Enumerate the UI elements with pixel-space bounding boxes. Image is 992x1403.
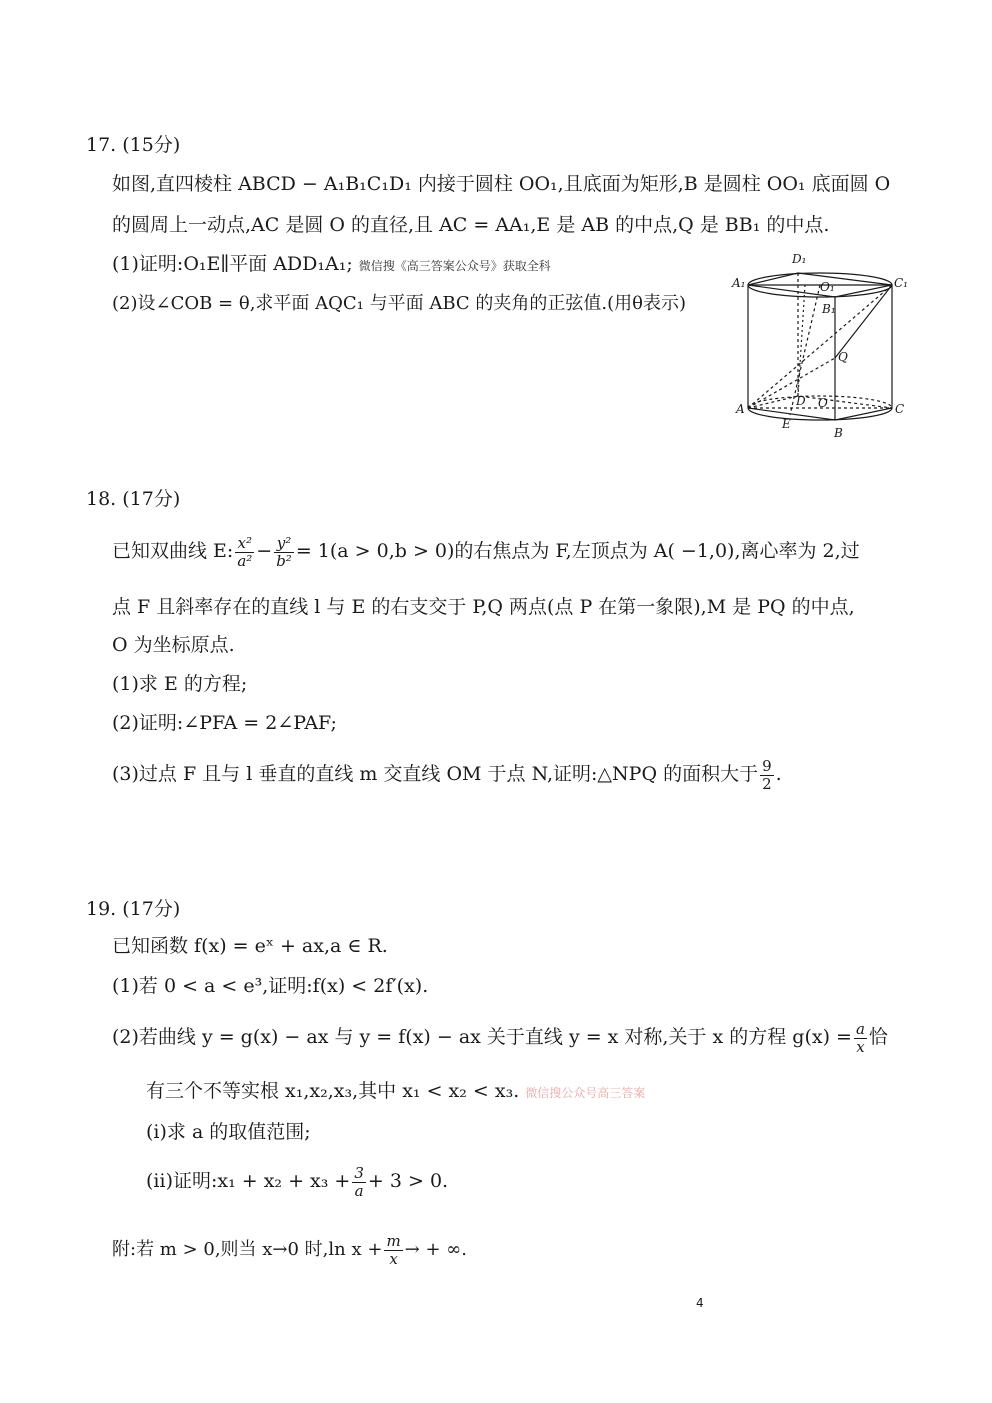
p19-q2-frac [854, 1021, 867, 1056]
p19-q2-line2-text: 有三个不等实根 x₁,x₂,x₃,其中 x₁ < x₂ < x₃. [146, 1080, 520, 1102]
problem-17-question1 [112, 252, 551, 278]
problem-18-statement-line1 [112, 534, 860, 568]
p18-q3-post: . [775, 763, 782, 785]
label-e: E [782, 417, 791, 431]
label-b1: B₁ [822, 302, 836, 316]
label-a: A [736, 402, 745, 416]
problem-17-heading: 17. (15分) [86, 134, 181, 156]
problem-18-heading: 18. (17分) [86, 488, 181, 510]
p19-note-frac [384, 1233, 402, 1268]
p19-note-den: x [384, 1250, 402, 1268]
p18-line1-post: = 1(a > 0,b > 0)的右焦点为 F,左顶点为 A( −1,0),离心率为 2,过 [295, 540, 860, 562]
p18-frac-x-num: x² [237, 533, 253, 552]
p19-q2-den: x [854, 1038, 867, 1056]
p19-note-post: → + ∞. [404, 1239, 467, 1260]
problem-19-question2-ii [146, 1161, 448, 1201]
problem-18-question2: (2)证明:∠PFA = 2∠PAF; [112, 712, 337, 734]
p18-frac-x [235, 535, 254, 570]
page-number: 4 [696, 1296, 704, 1310]
p19-qii-num: 3 [354, 1163, 364, 1182]
p18-frac-y [274, 535, 294, 570]
problem-19-question2-i: (ⅰ)求 a 的取值范围; [146, 1121, 311, 1143]
p18-q3-frac [760, 758, 774, 793]
problem-19-appendix-note [112, 1230, 467, 1270]
problem-19-statement: 已知函数 f(x) = eˣ + ax,a ∈ R. [112, 935, 388, 957]
label-a1: A₁ [732, 276, 746, 290]
p19-q2-num: a [855, 1019, 865, 1038]
p18-frac-y-den: b² [276, 551, 292, 570]
problem-17-statement-line2: 的圆周上一动点,AC 是圆 O 的直径,且 AC = AA₁,E 是 AB 的中点,Q 是 BB₁ 的中点. [112, 214, 830, 236]
p19-qii-pre: (ⅱ)证明:x₁ + x₂ + x₃ + [146, 1170, 351, 1192]
problem-19-question2 [112, 1017, 888, 1057]
problem-19-question1: (1)若 0 < a < e³,证明:f(x) < 2f′(x). [112, 975, 429, 997]
p19-qii-post: + 3 > 0. [367, 1170, 449, 1192]
p18-line1-pre: 已知双曲线 E: [112, 540, 234, 562]
problem-18-question1: (1)求 E 的方程; [112, 673, 248, 695]
p19-watermark: 微信搜公众号高三答案 [525, 1086, 646, 1100]
label-d1: D₁ [792, 252, 807, 266]
p19-q2-post: 恰 [868, 1026, 888, 1048]
p19-note-pre: 附:若 m > 0,则当 x→0 时,ln x + [112, 1239, 383, 1260]
p18-frac-x-den: a² [237, 551, 253, 570]
label-c: C [895, 402, 905, 416]
problem-17-statement-line1: 如图,直四棱柱 ABCD − A₁B₁C₁D₁ 内接于圆柱 OO₁,且底面为矩形,B 是圆柱 OO₁ 底面圆 O [112, 173, 891, 195]
problem-19-question2-line2 [146, 1079, 645, 1105]
problem-17-question1-text: (1)证明:O₁E∥平面 ADD₁A₁; [112, 253, 353, 275]
p18-q3-num: 9 [762, 756, 772, 775]
p18-q3-pre: (3)过点 F 且与 l 垂直的直线 m 交直线 OM 于点 N,证明:△NPQ 的面积大于 [112, 763, 759, 785]
label-q: Q [838, 350, 848, 364]
cylinder-prism-figure [730, 245, 910, 445]
p19-note-num: m [386, 1231, 401, 1250]
p18-frac-y-num: y² [276, 533, 292, 552]
p19-q2-pre: (2)若曲线 y = g(x) − ax 与 y = f(x) − ax 关于直线 y = x 对称,关于 x 的方程 g(x) = [112, 1026, 852, 1048]
problem-17-question1-note: 微信搜《高三答案公众号》获取全科 [358, 259, 551, 273]
label-d: D [796, 394, 806, 408]
problem-18-statement-line2: 点 F 且斜率存在的直线 l 与 E 的右支交于 P,Q 两点(点 P 在第一象限),M 是 PQ 的中点, [112, 596, 855, 618]
problem-18-question3 [112, 754, 782, 794]
label-b: B [834, 426, 843, 440]
p19-qii-den: a [352, 1182, 366, 1200]
label-c1: C₁ [894, 276, 908, 290]
problem-18-statement-line3: O 为坐标原点. [112, 634, 235, 656]
line-ac1 [748, 285, 892, 408]
p18-minus: − [256, 540, 273, 562]
problem-17-question2: (2)设∠COB = θ,求平面 AQC₁ 与平面 ABC 的夹角的正弦值.(用θ表示) [112, 293, 686, 314]
line-axis [798, 285, 805, 396]
label-o1: O₁ [820, 280, 835, 294]
problem-19-heading: 19. (17分) [86, 898, 181, 920]
p18-q3-den: 2 [762, 774, 772, 793]
p19-qii-frac [352, 1165, 366, 1200]
label-o: O [818, 396, 828, 410]
